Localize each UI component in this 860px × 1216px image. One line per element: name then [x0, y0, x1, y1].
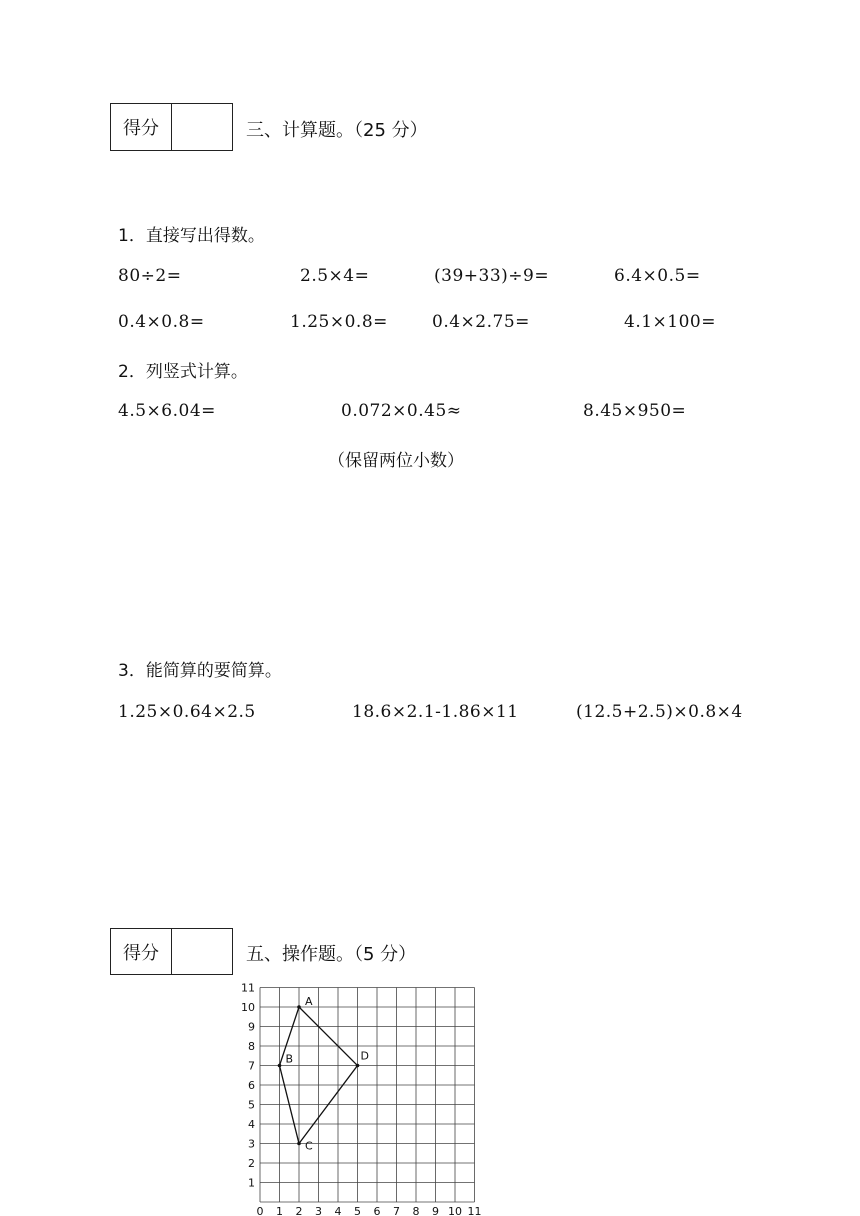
q2-item: 8.45×950= — [583, 401, 687, 421]
x-tick-label: 10 — [448, 1205, 462, 1216]
score-box-section5 — [110, 928, 233, 975]
x-tick-label: 0 — [256, 1205, 264, 1216]
q1-heading: 1．直接写出得数。 — [118, 226, 265, 246]
point-label-b: B — [285, 1052, 294, 1066]
point-c — [297, 1142, 301, 1146]
x-tick-label: 4 — [334, 1205, 342, 1216]
point-label-d: D — [360, 1049, 369, 1063]
section3-title: 三、计算题。（25 分） — [246, 120, 428, 141]
q1-item: 80÷2= — [118, 266, 182, 286]
x-tick-label: 9 — [432, 1205, 439, 1216]
q3-item: (12.5+2.5)×0.8×4 — [576, 702, 743, 722]
coordinate-grid — [236, 972, 492, 1216]
q1-item: 0.4×2.75= — [432, 312, 530, 332]
score-blank[interactable] — [172, 104, 232, 150]
y-tick-label: 2 — [248, 1157, 255, 1170]
q2-heading: 2．列竖式计算。 — [118, 362, 248, 382]
q2-item: 4.5×6.04= — [118, 401, 216, 421]
score-label: 得分 — [111, 104, 172, 150]
x-tick-label: 8 — [412, 1205, 420, 1216]
point-label-a: A — [305, 995, 313, 1008]
q3-item: 18.6×2.1-1.86×11 — [352, 702, 519, 722]
y-tick-label: 8 — [248, 1040, 255, 1053]
section5-title: 五、操作题。（5 分） — [246, 944, 417, 965]
x-tick-label: 2 — [295, 1205, 303, 1216]
y-tick-label: 9 — [248, 1020, 255, 1034]
x-tick-label: 1 — [276, 1205, 283, 1216]
q1-item: 2.5×4= — [300, 266, 370, 286]
x-tick-label: 11 — [467, 1205, 482, 1216]
q1-item: 4.1×100= — [624, 312, 716, 332]
q1-item: 1.25×0.8= — [290, 312, 388, 332]
y-tick-label: 3 — [248, 1137, 255, 1151]
y-tick-label: 6 — [248, 1079, 255, 1092]
score-blank[interactable] — [172, 929, 232, 974]
x-tick-label: 6 — [373, 1205, 381, 1216]
point-label-c: C — [305, 1139, 313, 1153]
x-tick-label: 5 — [354, 1205, 361, 1216]
q1-item: 6.4×0.5= — [614, 266, 701, 286]
q3-heading: 3．能简算的要简算。 — [118, 661, 282, 681]
x-tick-label: 3 — [315, 1205, 322, 1216]
point-d — [356, 1064, 360, 1068]
point-b — [278, 1064, 282, 1068]
q1-item: (39+33)÷9= — [434, 266, 550, 286]
y-tick-label: 10 — [241, 1001, 255, 1014]
y-tick-label: 5 — [248, 1098, 255, 1112]
q2-note: （保留两位小数） — [328, 451, 464, 471]
q3-item: 1.25×0.64×2.5 — [118, 702, 256, 722]
y-tick-label: 1 — [248, 1176, 255, 1190]
q2-item: 0.072×0.45≈ — [341, 401, 462, 421]
x-tick-label: 7 — [393, 1205, 400, 1216]
point-a — [297, 1005, 301, 1009]
q1-item: 0.4×0.8= — [118, 312, 205, 332]
y-tick-label: 4 — [248, 1118, 255, 1131]
score-box-section3 — [110, 103, 233, 151]
y-tick-label: 7 — [248, 1059, 255, 1073]
y-tick-label: 11 — [241, 981, 255, 995]
score-label: 得分 — [111, 929, 172, 974]
